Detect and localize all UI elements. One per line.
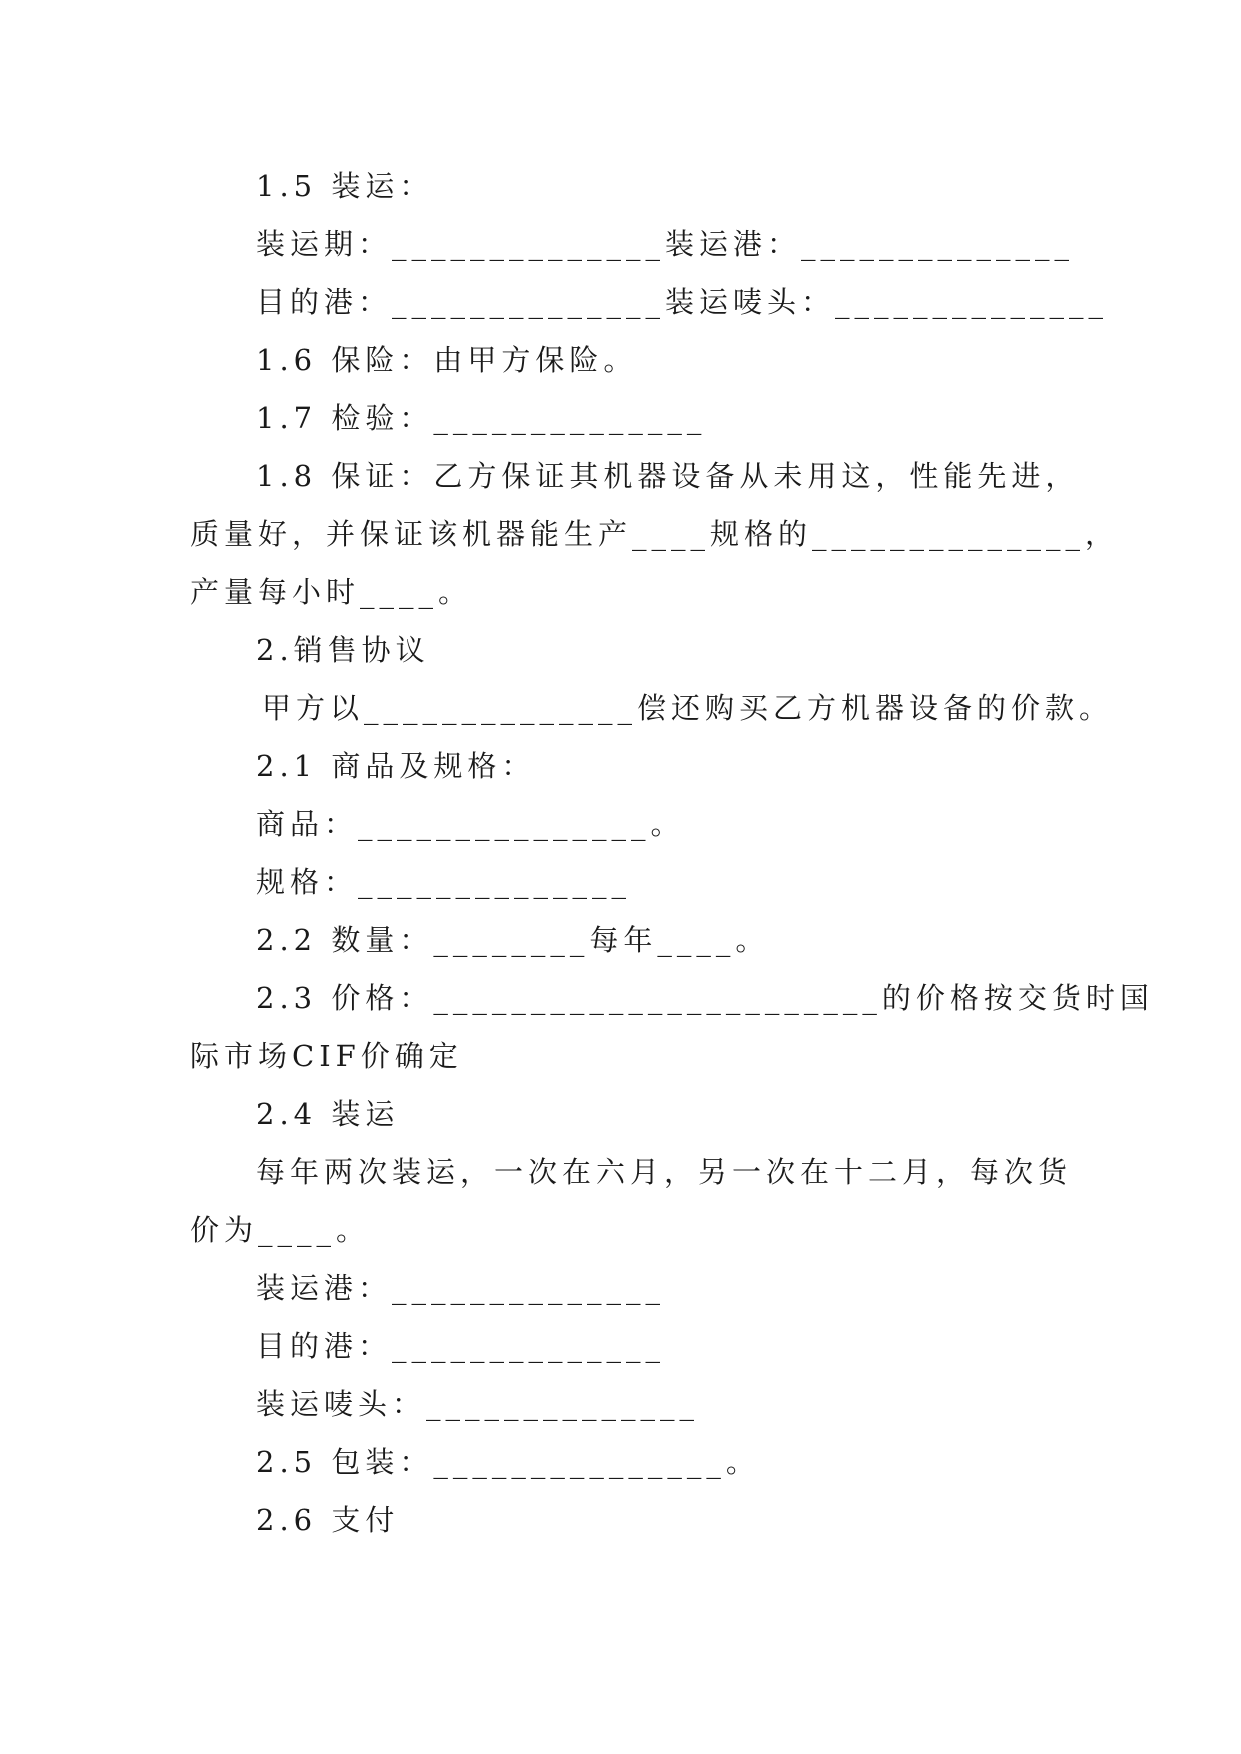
heading-2-5-packing: 2.5 包装：_______________。 <box>256 1445 760 1479</box>
line-shipping-marks: 装运唛头：______________ <box>256 1387 700 1421</box>
line-port-of-shipment: 装运港：______________ <box>256 1271 666 1305</box>
line-destination-marks: 目的港：______________装运唛头：______________ <box>256 285 1109 319</box>
heading-1-8-guarantee: 1.8 保证：乙方保证其机器设备从未用这，性能先进， <box>256 459 1080 493</box>
line-specification: 规格：______________ <box>256 865 632 899</box>
line-goods: 商品：_______________。 <box>256 807 685 841</box>
paragraph-guarantee-cont-2: 产量每小时____。 <box>190 575 473 609</box>
paragraph-guarantee-cont-1: 质量好，并保证该机器能生产____规格的______________， <box>190 517 1120 551</box>
heading-1-5-shipment: 1.5 装运： <box>256 169 434 203</box>
heading-2-4-shipment: 2.4 装运 <box>256 1097 400 1131</box>
paragraph-shipment-schedule-cont: 价为____。 <box>190 1213 371 1247</box>
heading-1-6-insurance: 1.6 保险：由甲方保险。 <box>256 343 638 377</box>
heading-2-1-goods-spec: 2.1 商品及规格： <box>256 749 536 783</box>
paragraph-shipment-schedule: 每年两次装运，一次在六月，另一次在十二月，每次货 <box>256 1155 1073 1189</box>
heading-1-7-inspection: 1.7 检验：______________ <box>256 401 707 435</box>
line-port-of-destination: 目的港：______________ <box>256 1329 666 1363</box>
line-shipment-period-port: 装运期：______________装运港：______________ <box>256 227 1075 261</box>
paragraph-price-cont: 际市场CIF价确定 <box>190 1039 463 1073</box>
heading-2-2-quantity: 2.2 数量：________每年____。 <box>256 923 770 957</box>
paragraph-payment-by-party-a: 甲方以______________偿还购买乙方机器设备的价款。 <box>262 691 1114 725</box>
heading-2-3-price: 2.3 价格：_______________________的价格按交货时国 <box>256 981 1154 1015</box>
heading-2-sales-agreement: 2.销售协议 <box>256 633 430 667</box>
heading-2-6-payment: 2.6 支付 <box>256 1503 400 1537</box>
